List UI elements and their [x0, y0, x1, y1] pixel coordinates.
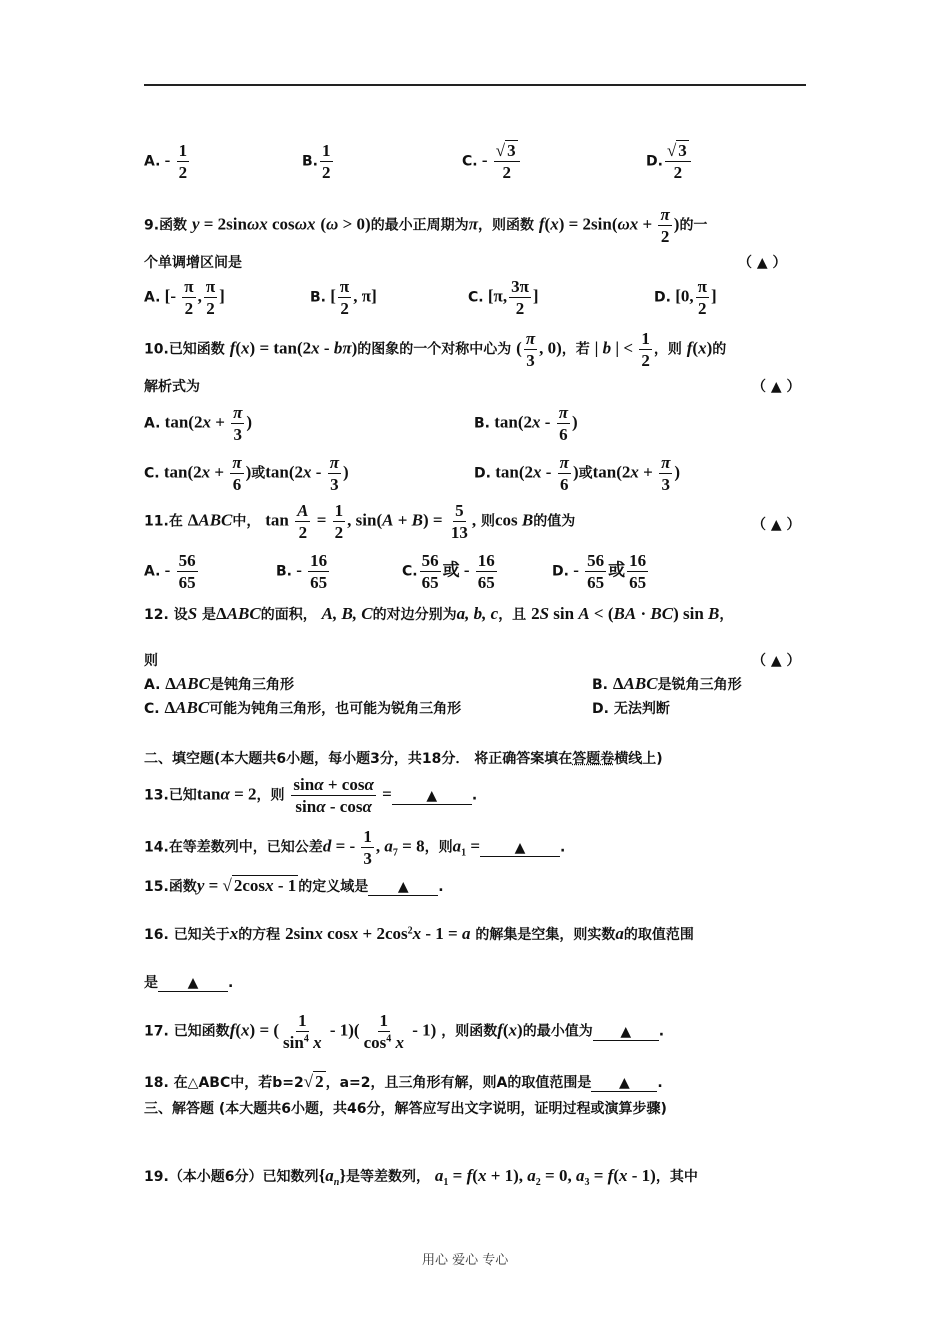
q8-option-b: B. $\frac{1}{2}$ [302, 141, 331, 182]
q10-option-a: A. tan(2x + $\frac{\pi}{3}$ ) [144, 403, 253, 444]
q11-stem: 11.在 ΔABC中， tan $\frac{A}{2}$ = $\frac{1}{2}$ , sin(A + B) = $\frac{5}{13}$ , 则cos B的值为 [144, 501, 576, 542]
header-rule [144, 84, 806, 86]
page-footer: 用心 爱心 专心 [422, 1253, 509, 1268]
q11-option-a: A. - $\frac{56}{65}$ [144, 551, 196, 592]
q14-blank[interactable]: ▲ [480, 840, 560, 857]
q15-blank[interactable]: ▲ [368, 879, 438, 896]
q9-option-d: D. [0, $\frac{\pi}{2}$ ] [654, 277, 717, 318]
q9-option-b: B. [ $\frac{\pi}{2}$ , π] [310, 277, 377, 318]
q14: 14.在等差数列中，已知公差d = - $\frac{1}{3}$ , $a_7 = 8$，则$a_1$ = ▲ . [144, 827, 566, 868]
q9-stem: 9.函数 y = 2sinωx cosωx (ω > 0)的最小正周期为π，则函数 f(x) = 2sin(ωx + $\frac{\pi}{2}$ )的一 [144, 205, 708, 246]
q12-stem: 12. 设S 是ΔABC的面积， A, B, C的对边分别为a, b, c，且 2S sin A < (BA · BC) sin B， [144, 604, 734, 623]
q16: 16. 已知关于x的方程 2sinx $\cos x + 2\cos^2x - 1 = a$ 的解集是空集，则实数a的取值范围 [144, 924, 694, 943]
q9-option-a: A. [- $\frac{\pi}{2}$ , $\frac{\pi}{2}$ ] [144, 277, 225, 318]
q12-option-c: C. ΔABC可能为钝角三角形，也可能为锐角三角形 [144, 698, 462, 717]
q18-blank[interactable]: ▲ [591, 1075, 657, 1092]
q17: 17. 已知函数f(x) = ( $\frac{1}{\sin^4 x}$ - 1)( $\frac{1}{\cos^4 x}$ - 1) ，则函数f(x)的最小值为 ▲ . [144, 1011, 665, 1052]
q12-option-d: D. 无法判断 [592, 701, 670, 717]
q8-option-a: A. - $\frac{1}{2}$ [144, 141, 188, 182]
q11-option-c: C. $\frac{56}{65}$ 或 - $\frac{16}{65}$ [402, 551, 495, 592]
q8-option-c: C. - $\frac{√ 3}{2}$ [462, 142, 522, 181]
q11-answer-mark: （ ▲ ） [752, 517, 801, 533]
q13: 13.已知tanα = 2，则 $\frac{\sin\alpha + \cos\alpha}{\sin\alpha - \cos\alpha}$ = ▲ . [144, 775, 478, 816]
section2-heading: 二、填空题(本大题共6小题，每小题3分，共18分． 将正确答案填在答题卷横线上) [144, 751, 663, 767]
q16-blank[interactable]: ▲ [158, 975, 228, 992]
q10-option-d: D. tan(2x - $\frac{\pi}{6}$ )或tan(2x + $\frac{\pi}{3}$ ) [474, 453, 681, 494]
q19: 19.（本小题6分）已知数列$\{a_n\}$是等差数列， $a_1 = f(x + 1)$, $a_2 = 0$, $a_3 = f(x - 1)$，其中 [144, 1166, 698, 1188]
q12-line2: 则 [144, 653, 158, 669]
q11-option-d: D. - $\frac{56}{65}$ 或 $\frac{16}{65}$ [552, 551, 647, 592]
q10-line2: 解析式为 [144, 379, 200, 395]
q10-stem: 10.已知函数 f(x) = tan(2x - bπ)的图象的一个对称中心为 ( $\frac{\pi}{3}$ , 0)，若 | b | < $\frac{1}{2}$ ，则 f(x)的 [144, 329, 727, 370]
q12-option-b: B. ΔABC是锐角三角形 [592, 674, 742, 693]
q8-option-d: D. $\frac{√ 3}{2}$ [646, 142, 693, 181]
q17-blank[interactable]: ▲ [593, 1024, 659, 1041]
q10-answer-mark: （ ▲ ） [752, 379, 801, 395]
q13-blank[interactable]: ▲ [392, 788, 472, 805]
q16-line2: 是 ▲ . [144, 975, 234, 991]
q9-answer-mark: （ ▲ ） [738, 255, 787, 271]
q9-option-c: C. [π, $\frac{3\pi}{2}$ ] [468, 277, 539, 318]
q10-option-c: C. tan(2x + $\frac{\pi}{6}$ )或tan(2x - $\frac{\pi}{3}$ ) [144, 453, 349, 494]
section3-heading: 三、解答题 (本大题共6小题，共46分，解答应写出文字说明，证明过程或演算步骤) [144, 1101, 667, 1117]
q11-option-b: B. - $\frac{16}{65}$ [276, 551, 328, 592]
q15: 15.函数y = √ 2cosx - 1 的定义域是 ▲ . [144, 876, 444, 895]
q10-option-b: B. tan(2x - $\frac{\pi}{6}$ ) [474, 403, 578, 444]
q12-option-a: A. ΔABC是钝角三角形 [144, 674, 294, 693]
q18: 18. 在△ABC中，若b=2√ 2 ，a=2，且三角形有解，则A的取值范围是 ▲ . [144, 1072, 663, 1091]
q12-answer-mark: （ ▲ ） [752, 653, 801, 669]
q9-line2: 个单调增区间是 [144, 255, 242, 271]
